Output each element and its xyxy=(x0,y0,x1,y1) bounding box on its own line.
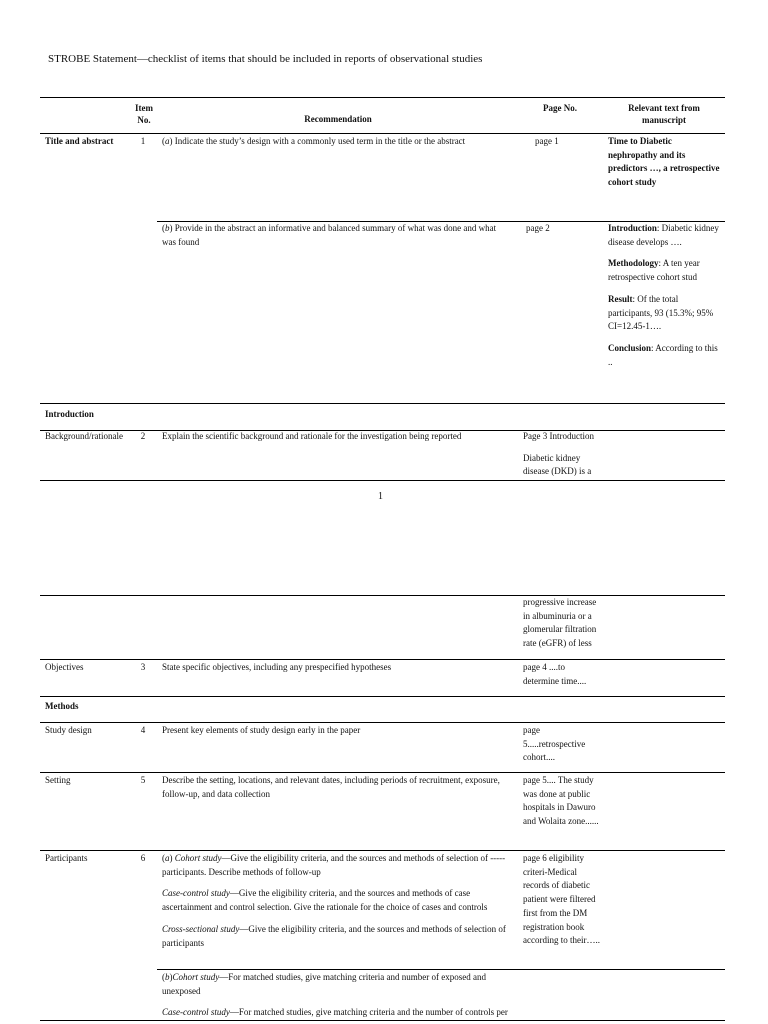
item-number: 5 xyxy=(140,775,146,785)
header-item-no: Item No. xyxy=(135,103,153,125)
page-number: 1 xyxy=(378,491,383,502)
row-label: Participants xyxy=(45,853,88,863)
section-title-abstract: Title and abstract xyxy=(45,136,114,146)
recommendation-text: State specific objectives, including any prespecified hypotheses xyxy=(162,662,392,672)
item-number: 2 xyxy=(140,431,146,441)
item-number: 1 xyxy=(140,136,146,146)
section-introduction: Introduction xyxy=(45,409,94,419)
page-ref: Page 3 Introduction Diabetic kidney disease (DKD) is a xyxy=(523,431,594,477)
recommendation-text: (b)Cohort study—For matched studies, give matching criteria and number of exposed and unexposed Case-control study—For matched studies, give matching criteria and the number of controls per xyxy=(162,972,508,1018)
recommendation-text: (a) Indicate the study’s design with a commonly used term in the title or the abstract xyxy=(162,136,466,146)
recommendation-text: Present key elements of study design early in the paper xyxy=(162,725,361,735)
recommendation-text: Describe the setting, locations, and relevant dates, including periods of recruitment, exposure, follow-up, and data collection xyxy=(162,775,500,799)
header-recommendation: Recommendation xyxy=(304,114,372,124)
header-page-no: Page No. xyxy=(543,103,577,113)
recommendation-text: Explain the scientific background and rationale for the investigation being reported xyxy=(162,431,462,441)
page-ref: page 5.... The study was done at public hospitals in Dawuro and Wolaita zone...... xyxy=(523,775,599,827)
relevant-text: Time to Diabetic nephropathy and its predictors …, a retrospective cohort study xyxy=(608,136,720,188)
table-bottom-rule xyxy=(40,1020,725,1021)
row-rule xyxy=(40,850,725,851)
row-rule xyxy=(157,969,725,970)
table-top-rule-continued xyxy=(40,595,725,596)
page-ref: page 2 xyxy=(526,223,550,233)
header-rule xyxy=(40,133,725,134)
section-methods: Methods xyxy=(45,701,79,711)
table-bottom-rule xyxy=(40,480,725,481)
row-label: Objectives xyxy=(45,662,84,672)
document-title: STROBE Statement—checklist of items that should be included in reports of observational studies xyxy=(48,53,483,65)
recommendation-text: (b) Provide in the abstract an informative and balanced summary of what was done and what was found xyxy=(162,223,497,247)
page-ref: page 1 xyxy=(535,136,559,146)
relevant-text: Introduction: Diabetic kidney disease develops …. Methodology: A ten year retrospective cohort stud Result: Of the total participants, 93 (15.3%; 95% CI=12.45-1…. Conclusion: According to this .. xyxy=(608,223,719,367)
row-rule xyxy=(40,659,725,660)
item-number: 3 xyxy=(140,662,146,672)
row-rule xyxy=(40,696,725,697)
row-rule xyxy=(40,403,725,404)
row-label: Background/rationale xyxy=(45,431,123,441)
page-ref: page 4 ....to determine time.... xyxy=(523,662,587,686)
page-ref: page 6 eligibility criteri-Medical records of diabetic patient were filtered first from the DM registration book according to their….. xyxy=(523,853,600,946)
item-number: 6 xyxy=(140,853,146,863)
row-label: Setting xyxy=(45,775,71,785)
item-number: 4 xyxy=(140,725,146,735)
page-ref: page 5.....retrospective cohort.... xyxy=(523,725,586,763)
row-rule xyxy=(40,722,725,723)
row-label: Study design xyxy=(45,725,92,735)
page-ref-continued: progressive increase in albuminuria or a glomerular filtration rate (eGFR) of less xyxy=(523,597,597,649)
header-relevant-text: Relevant text from manuscript xyxy=(628,103,700,125)
table-top-rule xyxy=(40,97,725,98)
row-rule xyxy=(40,772,725,773)
recommendation-text: (a) Cohort study—Give the eligibility criteria, and the sources and methods of selection of -----participants. Describe methods of follow-up Case-control study—Give the eligibility criteria, and the sources and methods of case ascertainment and control selection. Give the rationale for the choice of cases and controls Cross-sectional study—Give the eligibility criteria, and the sources and methods of selection of participants xyxy=(162,853,506,948)
